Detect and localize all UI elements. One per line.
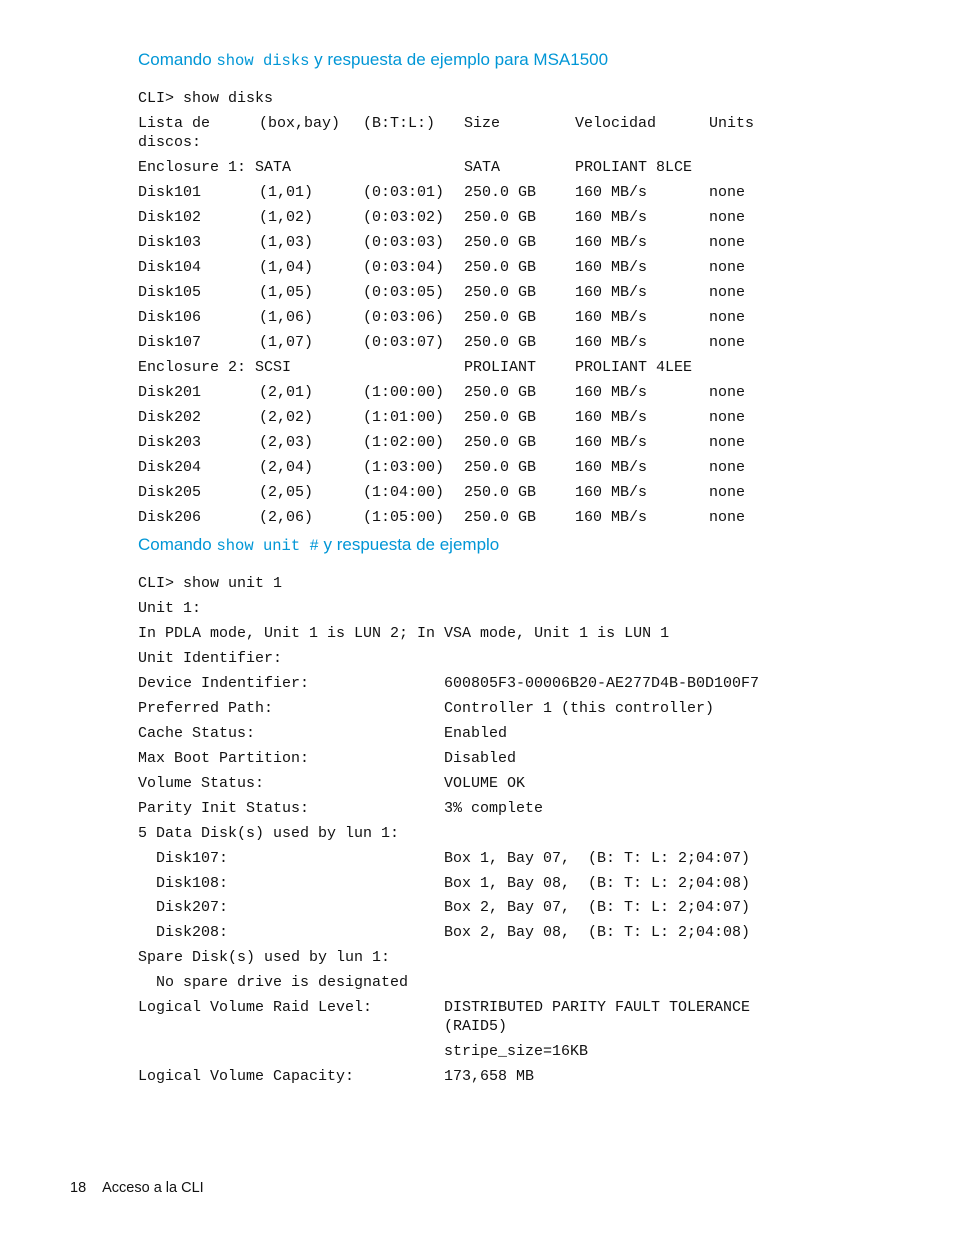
unit-output-line <box>138 574 838 594</box>
field-label: Logical Volume Capacity: <box>138 1068 355 1085</box>
cell-speed: 160 MB/s <box>575 209 648 226</box>
cell-units: none <box>709 509 746 526</box>
header-speed: Velocidad <box>575 115 657 132</box>
cell-size: 250.0 GB <box>464 484 537 501</box>
disk-table-row <box>138 183 818 203</box>
unit-output-line <box>138 624 838 644</box>
cell-btl: (1:02:00) <box>363 434 445 451</box>
section-heading-show-unit <box>138 535 499 555</box>
cell-units: none <box>709 184 746 201</box>
cell-disk-name: Disk106 <box>138 309 202 326</box>
disk-table-row <box>138 308 818 328</box>
field-label: Disk208: <box>138 924 229 941</box>
cell-units: none <box>709 309 746 326</box>
heading-text-pre: Comando <box>138 535 217 554</box>
page-number: 18 <box>70 1180 87 1196</box>
unit-output-line <box>138 674 838 694</box>
disk-table-row <box>138 358 818 378</box>
cell-box-bay: (1,01) <box>259 184 314 201</box>
cell-disk-name: Disk204 <box>138 459 202 476</box>
field-label: Volume Status: <box>138 775 265 792</box>
cell-size: 250.0 GB <box>464 209 537 226</box>
cell-speed: PROLIANT 4LEE <box>575 359 693 376</box>
heading-command: show disks <box>216 52 310 70</box>
field-value: Box 1, Bay 08, (B: T: L: 2;04:08) <box>444 875 751 892</box>
disk-table-header <box>138 114 818 154</box>
field-label: Disk108: <box>138 875 229 892</box>
field-label: Device Indentifier: <box>138 675 310 692</box>
show-disks-command: CLI> show disks <box>138 90 274 107</box>
cell-btl: (0:03:07) <box>363 334 445 351</box>
cell-speed: 160 MB/s <box>575 309 648 326</box>
field-value: VOLUME OK <box>444 775 526 792</box>
unit-output-line <box>138 998 838 1038</box>
unit-output-line <box>138 849 838 869</box>
cell-units: none <box>709 259 746 276</box>
disk-table-row <box>138 458 818 478</box>
cell-box-bay: (1,06) <box>259 309 314 326</box>
field-value: stripe_size=16KB <box>444 1043 589 1060</box>
cell-size: SATA <box>464 159 501 176</box>
disk-table-row <box>138 408 818 428</box>
field-label: Unit 1: <box>138 600 202 617</box>
header-disk-list-line2: discos: <box>138 134 202 151</box>
disk-table-row <box>138 208 818 228</box>
cell-btl: (0:03:03) <box>363 234 445 251</box>
cell-speed: 160 MB/s <box>575 409 648 426</box>
section-heading-show-disks <box>138 50 608 70</box>
field-label: Unit Identifier: <box>138 650 283 667</box>
cell-units: none <box>709 284 746 301</box>
cell-size: 250.0 GB <box>464 434 537 451</box>
cell-units: none <box>709 334 746 351</box>
unit-output-line <box>138 724 838 744</box>
cell-btl: (0:03:05) <box>363 284 445 301</box>
unit-output-line <box>138 799 838 819</box>
show-unit-output <box>138 574 838 1094</box>
disk-table-row <box>138 258 818 278</box>
disk-table-body <box>138 158 818 528</box>
cell-disk-name: Disk205 <box>138 484 202 501</box>
cell-box-bay: (1,05) <box>259 284 314 301</box>
disk-table-row <box>138 283 818 303</box>
cell-disk-name: Disk101 <box>138 184 202 201</box>
cell-box-bay: (1,04) <box>259 259 314 276</box>
heading-command: show unit # <box>216 537 319 555</box>
cell-btl: (0:03:01) <box>363 184 445 201</box>
field-label: Preferred Path: <box>138 700 274 717</box>
cell-disk-name: Disk104 <box>138 259 202 276</box>
cell-units: none <box>709 209 746 226</box>
field-label: Disk107: <box>138 850 229 867</box>
cell-size: 250.0 GB <box>464 334 537 351</box>
disk-table-row <box>138 433 818 453</box>
cell-speed: 160 MB/s <box>575 484 648 501</box>
disk-table-row <box>138 158 818 178</box>
cell-disk-name: Disk202 <box>138 409 202 426</box>
cell-box-bay: (2,04) <box>259 459 314 476</box>
header-box-bay: (box,bay) <box>259 115 341 132</box>
cell-box-bay: (1,07) <box>259 334 314 351</box>
field-label: Parity Init Status: <box>138 800 310 817</box>
unit-output-line <box>138 898 838 918</box>
cell-size: 250.0 GB <box>464 184 537 201</box>
disk-table-row <box>138 383 818 403</box>
field-label: 5 Data Disk(s) used by lun 1: <box>138 825 400 842</box>
cell-speed: 160 MB/s <box>575 384 648 401</box>
cell-disk-name: Disk102 <box>138 209 202 226</box>
disk-table-row <box>138 483 818 503</box>
cell-box-bay: (2,05) <box>259 484 314 501</box>
field-label: No spare drive is designated <box>138 974 409 991</box>
cell-speed: 160 MB/s <box>575 259 648 276</box>
cell-units: none <box>709 409 746 426</box>
cell-btl: (1:04:00) <box>363 484 445 501</box>
cell-box-bay: (1,02) <box>259 209 314 226</box>
field-label: In PDLA mode, Unit 1 is LUN 2; In VSA mode, Unit 1 is LUN 1 <box>138 625 670 642</box>
unit-output-line <box>138 1042 838 1062</box>
cell-speed: 160 MB/s <box>575 184 648 201</box>
cell-btl: (1:05:00) <box>363 509 445 526</box>
cell-btl: (1:01:00) <box>363 409 445 426</box>
disk-table-row <box>138 233 818 253</box>
field-value: Disabled <box>444 750 517 767</box>
unit-output-line <box>138 774 838 794</box>
cell-disk-name: Disk105 <box>138 284 202 301</box>
field-label: Disk207: <box>138 899 229 916</box>
cell-box-bay: (1,03) <box>259 234 314 251</box>
cell-size: 250.0 GB <box>464 409 537 426</box>
cell-speed: 160 MB/s <box>575 234 648 251</box>
field-value: Box 2, Bay 08, (B: T: L: 2;04:08) <box>444 924 751 941</box>
cell-speed: 160 MB/s <box>575 459 648 476</box>
field-value: 3% complete <box>444 800 544 817</box>
cell-units: none <box>709 434 746 451</box>
cell-speed: 160 MB/s <box>575 334 648 351</box>
unit-output-line <box>138 923 838 943</box>
unit-output-line <box>138 599 838 619</box>
heading-text-pre: Comando <box>138 50 217 69</box>
heading-text-post: y respuesta de ejemplo para MSA1500 <box>309 50 609 69</box>
cell-disk-name: Disk203 <box>138 434 202 451</box>
unit-output-line <box>138 649 838 669</box>
field-label: Cache Status: <box>138 725 256 742</box>
cell-btl: (0:03:02) <box>363 209 445 226</box>
header-units: Units <box>709 115 755 132</box>
cell-box-bay: (2,06) <box>259 509 314 526</box>
cell-size: PROLIANT <box>464 359 537 376</box>
cell-btl: (0:03:06) <box>363 309 445 326</box>
cell-btl: (1:03:00) <box>363 459 445 476</box>
cell-btl: (0:03:04) <box>363 259 445 276</box>
unit-output-line <box>138 874 838 894</box>
page-footer <box>70 1180 220 1196</box>
field-value: Controller 1 (this controller) <box>444 700 715 717</box>
unit-output-line <box>138 973 838 993</box>
field-value: Enabled <box>444 725 508 742</box>
field-value: Box 2, Bay 07, (B: T: L: 2;04:07) <box>444 899 751 916</box>
cell-disk-name: Enclosure 1: SATA <box>138 159 292 176</box>
cell-size: 250.0 GB <box>464 234 537 251</box>
field-value: Box 1, Bay 07, (B: T: L: 2;04:07) <box>444 850 751 867</box>
cell-size: 250.0 GB <box>464 459 537 476</box>
cell-box-bay: (2,03) <box>259 434 314 451</box>
cell-size: 250.0 GB <box>464 509 537 526</box>
cell-units: none <box>709 459 746 476</box>
field-value: 173,658 MB <box>444 1068 535 1085</box>
cell-speed: 160 MB/s <box>575 284 648 301</box>
unit-output-line <box>138 948 838 968</box>
cell-size: 250.0 GB <box>464 309 537 326</box>
cell-speed: 160 MB/s <box>575 509 648 526</box>
disk-table-row <box>138 508 818 528</box>
cell-box-bay: (2,02) <box>259 409 314 426</box>
cell-disk-name: Disk206 <box>138 509 202 526</box>
cell-speed: PROLIANT 8LCE <box>575 159 693 176</box>
field-value: DISTRIBUTED PARITY FAULT TOLERANCE (RAID5) <box>444 999 751 1035</box>
field-label: Max Boot Partition: <box>138 750 310 767</box>
cell-btl: (1:00:00) <box>363 384 445 401</box>
unit-output-line <box>138 749 838 769</box>
field-label: CLI> show unit 1 <box>138 575 283 592</box>
footer-section-title: Acceso a la CLI <box>102 1180 204 1196</box>
unit-output-line <box>138 1067 838 1087</box>
cell-size: 250.0 GB <box>464 384 537 401</box>
cell-disk-name: Enclosure 2: SCSI <box>138 359 292 376</box>
cell-box-bay: (2,01) <box>259 384 314 401</box>
cell-disk-name: Disk107 <box>138 334 202 351</box>
disk-table-row <box>138 333 818 353</box>
cell-units: none <box>709 234 746 251</box>
cell-units: none <box>709 484 746 501</box>
cell-size: 250.0 GB <box>464 259 537 276</box>
field-value: 600805F3-00006B20-AE277D4B-B0D100F7 <box>444 675 760 692</box>
header-btl: (B:T:L:) <box>363 115 436 132</box>
cell-units: none <box>709 384 746 401</box>
unit-output-line <box>138 824 838 844</box>
heading-text-post: y respuesta de ejemplo <box>318 535 500 554</box>
cell-speed: 160 MB/s <box>575 434 648 451</box>
header-size: Size <box>464 115 501 132</box>
field-label: Logical Volume Raid Level: <box>138 999 373 1016</box>
cell-disk-name: Disk103 <box>138 234 202 251</box>
unit-output-line <box>138 699 838 719</box>
field-label: Spare Disk(s) used by lun 1: <box>138 949 391 966</box>
cell-disk-name: Disk201 <box>138 384 202 401</box>
cell-size: 250.0 GB <box>464 284 537 301</box>
header-disk-list-line1: Lista de <box>138 115 211 132</box>
